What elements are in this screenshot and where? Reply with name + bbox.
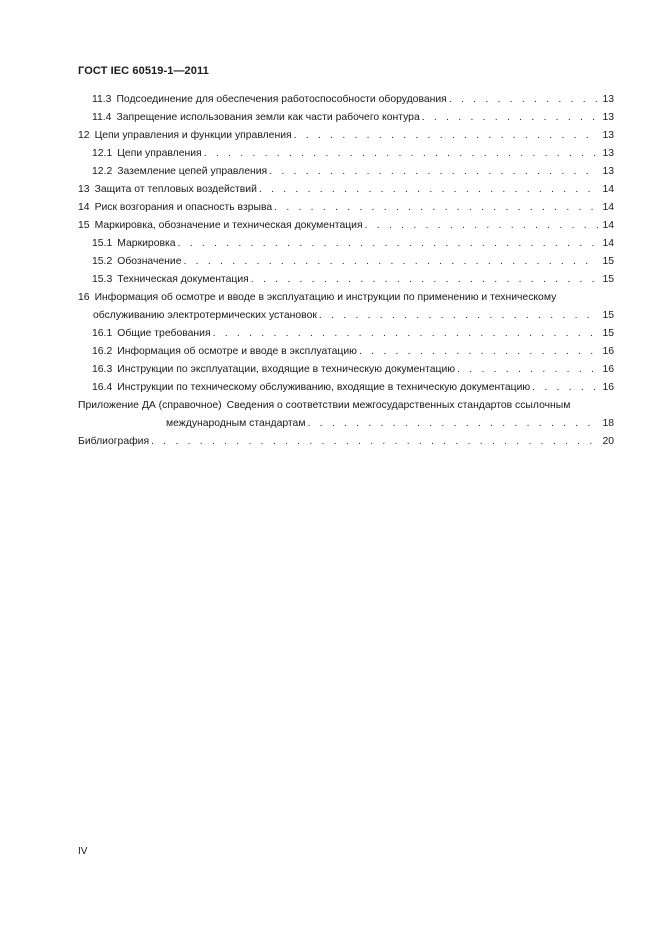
toc-entry-number: 14 xyxy=(78,202,90,213)
toc-page-number: 13 xyxy=(602,166,614,177)
toc-entry-16[interactable] xyxy=(78,289,614,325)
dot-leader xyxy=(319,307,598,325)
toc-entry-number: 11.3 xyxy=(92,94,112,105)
dot-leader xyxy=(365,217,598,235)
toc-entry-number: 15.3 xyxy=(92,274,113,285)
dot-leader xyxy=(359,343,598,361)
toc-entry-title: Маркировка xyxy=(117,238,176,249)
toc-page-number: 13 xyxy=(602,148,614,159)
dot-leader xyxy=(274,199,598,217)
toc-entry-15[interactable] xyxy=(78,217,614,235)
toc-entry-15-2[interactable] xyxy=(78,253,614,271)
dot-leader xyxy=(457,361,598,379)
dot-leader xyxy=(259,181,598,199)
toc-page-number: 14 xyxy=(602,184,614,195)
toc-page-number: 20 xyxy=(602,436,614,447)
toc-page-number: 15 xyxy=(602,310,614,321)
toc-entry-title: Техническая документация xyxy=(117,274,249,285)
toc-entry-12[interactable] xyxy=(78,127,614,145)
dot-leader xyxy=(251,271,598,289)
toc-page-number: 15 xyxy=(602,328,614,339)
toc-entry-16-3[interactable] xyxy=(78,361,614,379)
toc-entry-11-3[interactable] xyxy=(78,91,614,109)
toc-entry-number: 16.1 xyxy=(92,328,113,339)
dot-leader xyxy=(532,379,598,397)
toc-entry-15-1[interactable] xyxy=(78,235,614,253)
toc-entry-title-line1: Информация об осмотре и вводе в эксплуатацию и инструкции по применению и техническому xyxy=(94,292,557,303)
toc-page-number: 16 xyxy=(602,382,614,393)
toc-page-number: 13 xyxy=(602,130,614,141)
toc-entry-number: 12.2 xyxy=(92,166,113,177)
toc-entry-number: 16.3 xyxy=(92,364,113,375)
dot-leader xyxy=(151,433,598,451)
toc-page-number: 13 xyxy=(602,112,614,123)
dot-leader xyxy=(449,91,598,109)
toc-entry-number: 15.2 xyxy=(92,256,113,267)
dot-leader xyxy=(307,415,598,433)
toc-entry-number: 12 xyxy=(78,130,90,141)
toc-entry-title: Цепи управления xyxy=(117,148,202,159)
toc-entry-number: 11.4 xyxy=(92,112,112,123)
toc-entry-number: 16.4 xyxy=(92,382,113,393)
toc-entry-title-line2: международным стандартам xyxy=(166,418,306,429)
toc-entry-11-4[interactable] xyxy=(78,109,614,127)
dot-leader xyxy=(213,325,598,343)
toc-entry-number: 16.2 xyxy=(92,346,113,357)
dot-leader xyxy=(204,145,598,163)
toc-entry-title: Цепи управления и функции управления xyxy=(94,130,292,141)
toc-entry-16-1[interactable] xyxy=(78,325,614,343)
toc-entry-title: Библиография xyxy=(78,436,150,447)
toc-entry-number: 15.1 xyxy=(92,238,113,249)
dot-leader xyxy=(422,109,598,127)
toc-page-number: 15 xyxy=(602,256,614,267)
toc-entry-number: 13 xyxy=(78,184,90,195)
toc-entry-title-line1: Сведения о соответствии межгосударственных стандартов ссылочным xyxy=(226,400,571,411)
toc-entry-title: Запрещение использования земли как части рабочего контура xyxy=(116,112,420,123)
toc-entry-14[interactable] xyxy=(78,199,614,217)
toc-entry-title: Риск возгорания и опасность взрыва xyxy=(94,202,273,213)
toc-page-number: 18 xyxy=(602,418,614,429)
toc-page-number: 15 xyxy=(602,274,614,285)
toc-entry-16-4[interactable] xyxy=(78,379,614,397)
toc-entry-15-3[interactable] xyxy=(78,271,614,289)
toc-entry-number: 15 xyxy=(78,220,90,231)
toc-entry-title-line2: обслуживанию электротермических установок xyxy=(93,310,317,321)
toc-entry-title: Общие требования xyxy=(117,328,211,339)
toc-entry-number: 16 xyxy=(78,292,90,303)
toc-page-number: 14 xyxy=(602,238,614,249)
toc-entry-number: 12.1 xyxy=(92,148,113,159)
toc-entry-13[interactable] xyxy=(78,181,614,199)
toc-page-number: 13 xyxy=(602,94,614,105)
toc-entry-bibliography[interactable] xyxy=(78,433,614,451)
toc-entry-title: Защита от тепловых воздействий xyxy=(94,184,257,195)
dot-leader xyxy=(294,127,598,145)
toc-entry-title: Обозначение xyxy=(117,256,182,267)
document-header: ГОСТ IEC 60519-1—2011 xyxy=(78,65,209,77)
page-number-footer: IV xyxy=(78,846,88,857)
dot-leader xyxy=(178,235,598,253)
toc-entry-title: Заземление цепей управления xyxy=(117,166,268,177)
toc-entry-12-2[interactable] xyxy=(78,163,614,181)
toc-entry-16-2[interactable] xyxy=(78,343,614,361)
toc-entry-title: Информация об осмотре и вводе в эксплуатацию xyxy=(117,346,357,357)
toc-page-number: 16 xyxy=(602,346,614,357)
toc-page-number: 14 xyxy=(602,220,614,231)
table-of-contents xyxy=(78,91,614,451)
toc-page-number: 16 xyxy=(602,364,614,375)
dot-leader xyxy=(184,253,599,271)
toc-entry-title: Инструкции по техническому обслуживанию, входящие в техническую документацию xyxy=(117,382,531,393)
toc-page-number: 14 xyxy=(602,202,614,213)
toc-entry-title: Маркировка, обозначение и техническая документация xyxy=(94,220,363,231)
dot-leader xyxy=(269,163,598,181)
toc-entry-12-1[interactable] xyxy=(78,145,614,163)
toc-entry-title: Инструкции по эксплуатации, входящие в техническую документацию xyxy=(117,364,456,375)
appendix-label: Приложение ДА (справочное) xyxy=(78,400,222,411)
toc-entry-appendix-da[interactable] xyxy=(78,397,614,433)
toc-entry-title: Подсоединение для обеспечения работоспособности оборудования xyxy=(116,94,447,105)
